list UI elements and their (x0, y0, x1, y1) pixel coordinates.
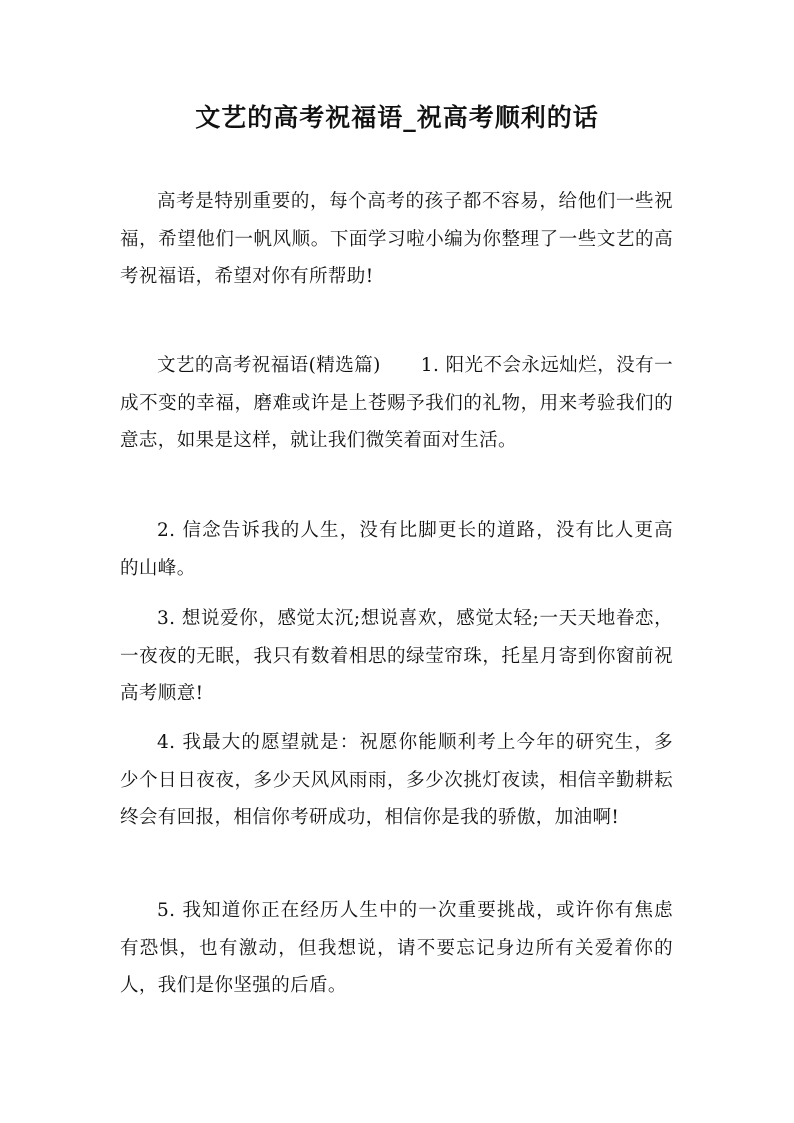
page-title: 文艺的高考祝福语_祝高考顺利的话 (195, 103, 599, 132)
intro-paragraph: 高考是特别重要的，每个高考的孩子都不容易，给他们一些祝福，希望他们一帆风顺。下面学习啦小编为你整理了一些文艺的高考祝福语，希望对你有所帮助! (120, 191, 673, 287)
item-text: 1. 阳光不会永远灿烂，没有一成不变的幸福，磨难或许是上苍赐予我们的礼物，用来考验我们的意志，如果是这样，就让我们微笑着面对生活。 (120, 355, 673, 451)
section-heading: 文艺的高考祝福语(精选篇) (157, 355, 381, 376)
list-item: 4. 我最大的愿望就是：祝愿你能顺利考上今年的研究生，多少个日日夜夜，多少天风风雨雨，多少次挑灯夜读，相信辛勤耕耘终会有回报，相信你考研成功，相信你是我的骄傲，加油啊! (120, 732, 673, 828)
list-item: 5. 我知道你正在经历人生中的一次重要挑战，或许你有焦虑有恐惧，也有激动，但我想说，请不要忘记身边所有关爱着你的人，我们是你坚强的后盾。 (120, 900, 673, 996)
list-item: 3. 想说爱你，感觉太沉;想说喜欢，感觉太轻;一天天地眷恋，一夜夜的无眠，我只有数着相思的绿莹帘珠，托星月寄到你窗前祝高考顺意! (120, 608, 673, 704)
list-item: 2. 信念告诉我的人生，没有比脚更长的道路，没有比人更高的山峰。 (120, 520, 673, 579)
list-item (120, 347, 673, 460)
